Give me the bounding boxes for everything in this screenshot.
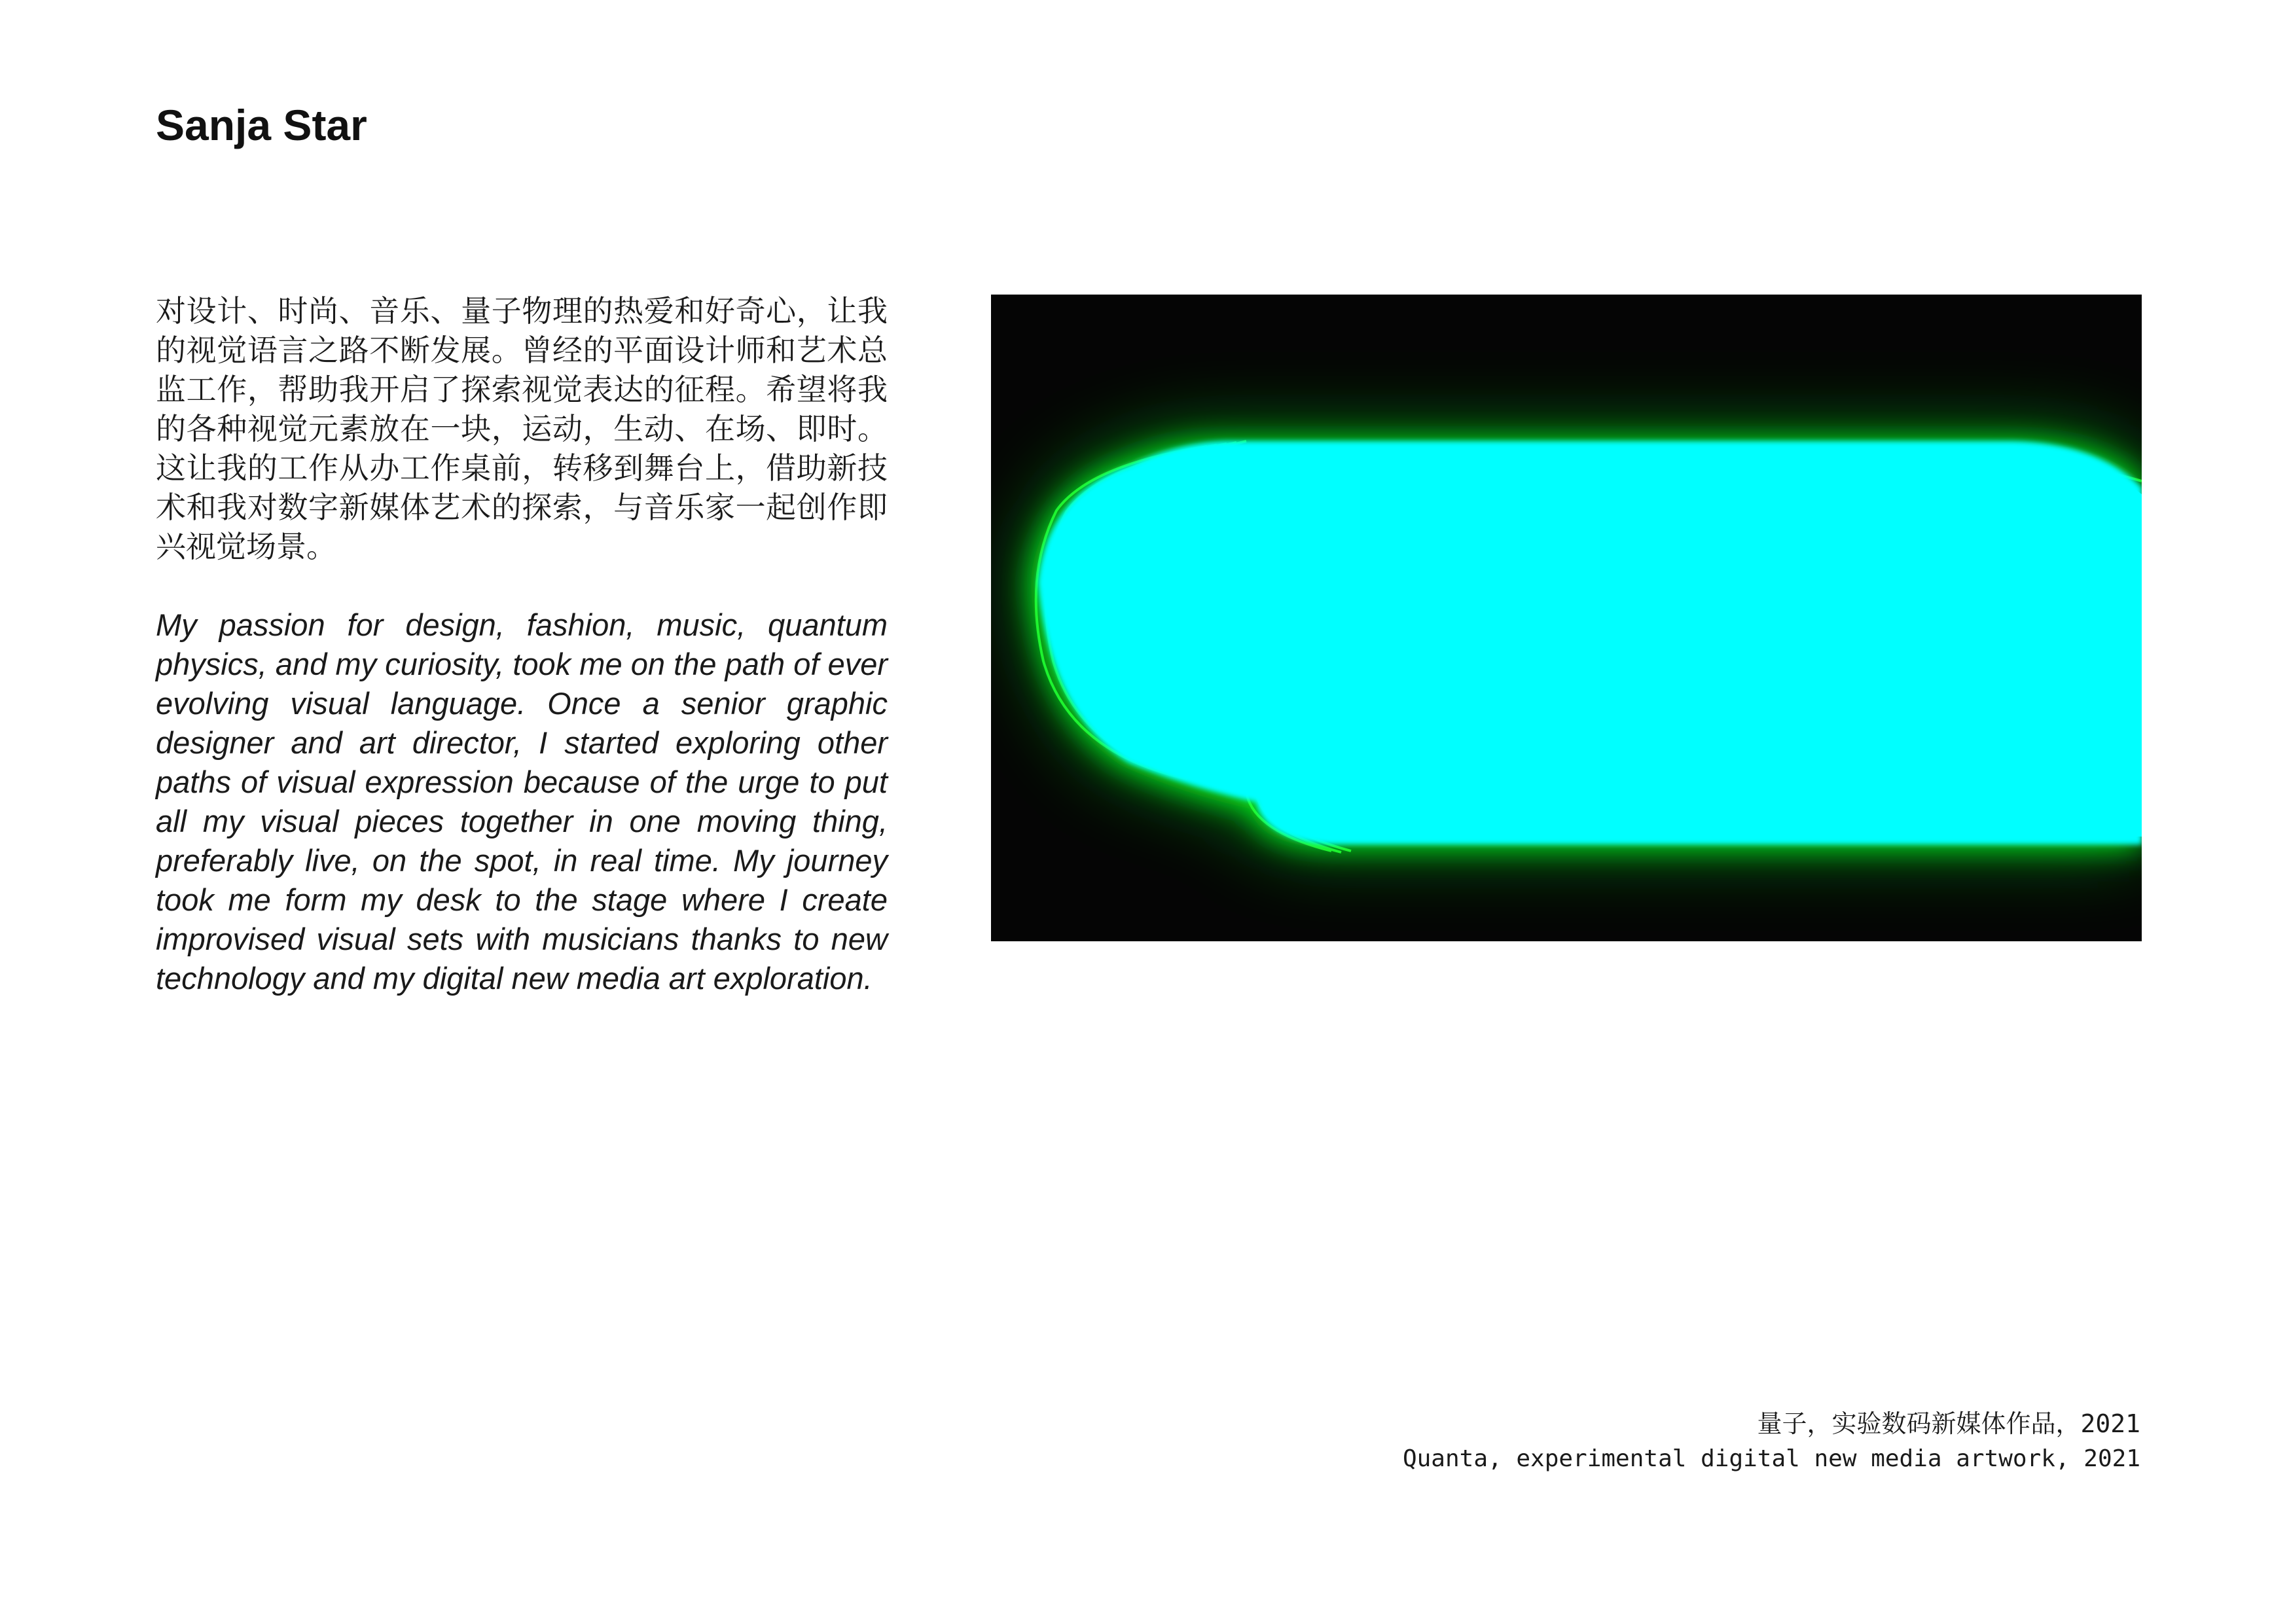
glowing-shape-icon — [991, 295, 2142, 941]
caption-english: Quanta, experimental digital new media artwork, 2021 — [1402, 1445, 2140, 1472]
bio-english: My passion for design, fashion, music, quantum physics, and my curiosity, took me on the path of ever evolving visual language. Once a senior graphic designer and art director, I started exploring other paths of visual expression because of the urge to put all my visual pieces together in one moving thing, preferably live, on the spot, in real time. My journey took me form my desk to the stage where I create improvised visual sets with musicians thanks to new technology and my digital new media art exploration. — [156, 607, 888, 996]
page-title: Sanja Star — [156, 101, 367, 149]
artwork-caption — [1028, 1406, 2140, 1477]
caption-chinese: 量子，实验数码新媒体作品，2021 — [1757, 1409, 2140, 1438]
bio-chinese: 对设计、时尚、音乐、量子物理的热爱和好奇心，让我的视觉语言之路不断发展。曾经的平面设计师和艺术总监工作，帮助我开启了探索视觉表达的征程。希望将我的各种视觉元素放在一块，运动，生动、在场、即时。这让我的工作从办工作桌前，转移到舞台上，借助新技术和我对数字新媒体艺术的探索，与音乐家一起创作即兴视觉场景。 — [156, 293, 888, 564]
artwork-image — [991, 295, 2142, 941]
